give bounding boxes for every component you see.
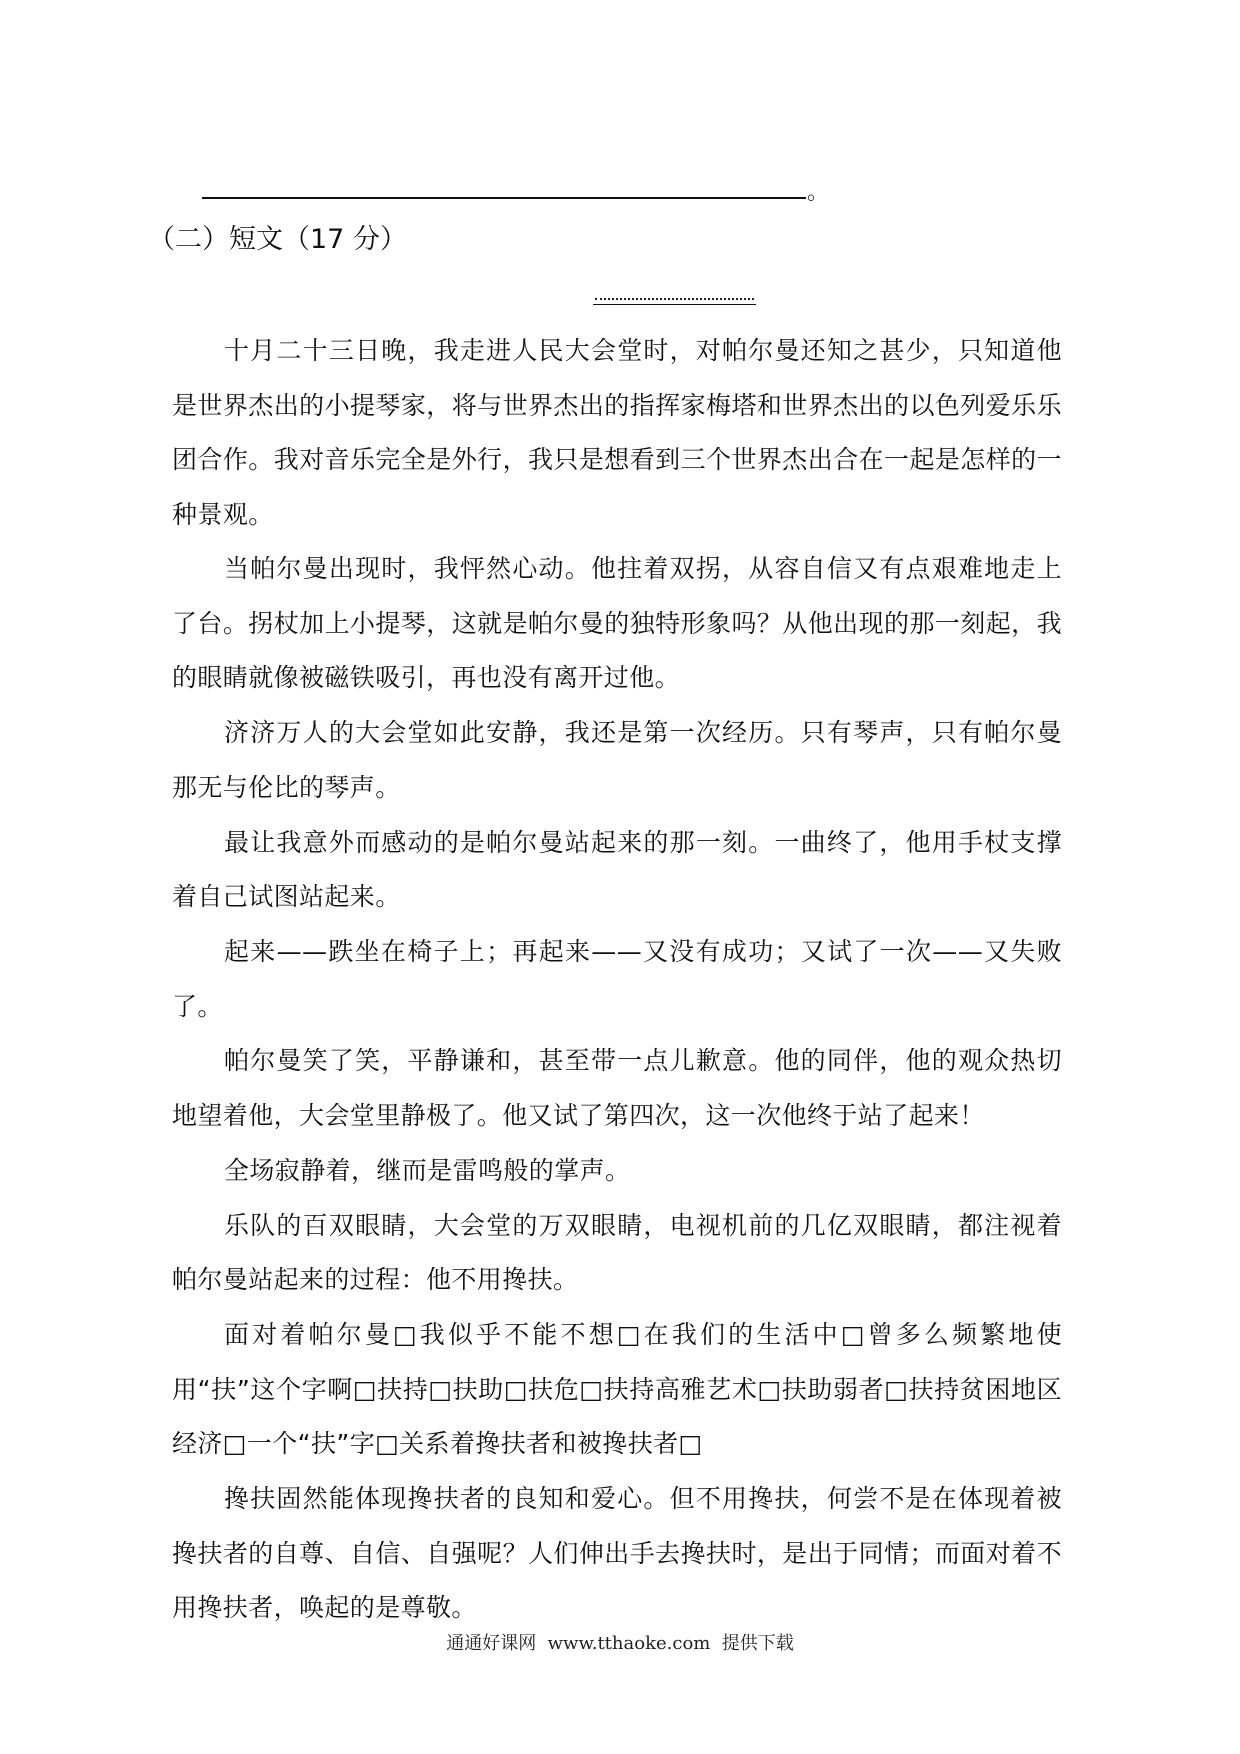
section-heading: （二）短文（17 分） (148, 224, 407, 255)
answer-end-mark: 。 (807, 180, 830, 205)
passage-paragraph-8: 乐队的百双眼睛，大会堂的万双眼睛，电视机前的几亿双眼睛，都注视着帕尔曼站起来的过程：他不用搀扶。 (172, 1210, 1062, 1295)
answer-blank-line (202, 197, 806, 199)
passage-paragraph-3: 济济万人的大会堂如此安静，我还是第一次经历。只有琴声，只有帕尔曼那无与伦比的琴声。 (172, 718, 1062, 802)
passage-paragraph-10: 搀扶固然能体现搀扶者的良知和爱心。但不用搀扶，何尝不是在体现着被搀扶者的自尊、自信、自强呢？人们伸出手去搀扶时，是出于同情；而面对着不用搀扶者，唤起的是尊敬。 (172, 1484, 1062, 1623)
title-blank-placeholder (593, 296, 756, 305)
title-emphasis-dots (595, 298, 754, 300)
passage-paragraph-6: 帕尔曼笑了笑，平静谦和，甚至带一点儿歉意。他的同伴，他的观众热切地望着他，大会堂里静极了。他又试了第四次，这一次他终于站了起来！ (172, 1046, 1062, 1130)
passage-paragraph-5: 起来——跌坐在椅子上；再起来——又没有成功；又试了一次——又失败了。 (172, 937, 1062, 1021)
passage-paragraph-1: 十月二十三日晚，我走进人民大会堂时，对帕尔曼还知之甚少，只知道他是世界杰出的小提琴家，将与世界杰出的指挥家梅塔和世界杰出的以色列爱乐乐团合作。我对音乐完全是外行，我只是想看到三个世界杰出合在一起是怎样的一种景观。 (172, 336, 1062, 529)
passage-body (172, 324, 1062, 1636)
footer-source-note: 通通好课网 www.tthaoke.com 提供下载 (446, 1633, 794, 1654)
passage-paragraph-4: 最让我意外而感动的是帕尔曼站起来的那一刻。一曲终了，他用手杖支撑着自己试图站起来。 (172, 827, 1062, 912)
passage-paragraph-7: 全场寂静着，继而是雷鸣般的掌声。 (224, 1155, 631, 1185)
passage-paragraph-2: 当帕尔曼出现时，我怦然心动。他拄着双拐，从容自信又有点艰难地走上了台。拐杖加上小提琴，这就是帕尔曼的独特形象吗？从他出现的那一刻起，我的眼睛就像被磁铁吸引，再也没有离开过他。 (172, 554, 1062, 693)
passage-paragraph-9: 面对着帕尔曼□我似乎不能不想□在我们的生活中□曾多么频繁地使用“扶”这个字啊□扶持□扶助□扶危□扶持高雅艺术□扶助弱者□扶持贫困地区经济□一个“扶”字□关系着搀扶者和被搀扶者□ (172, 1320, 1062, 1459)
